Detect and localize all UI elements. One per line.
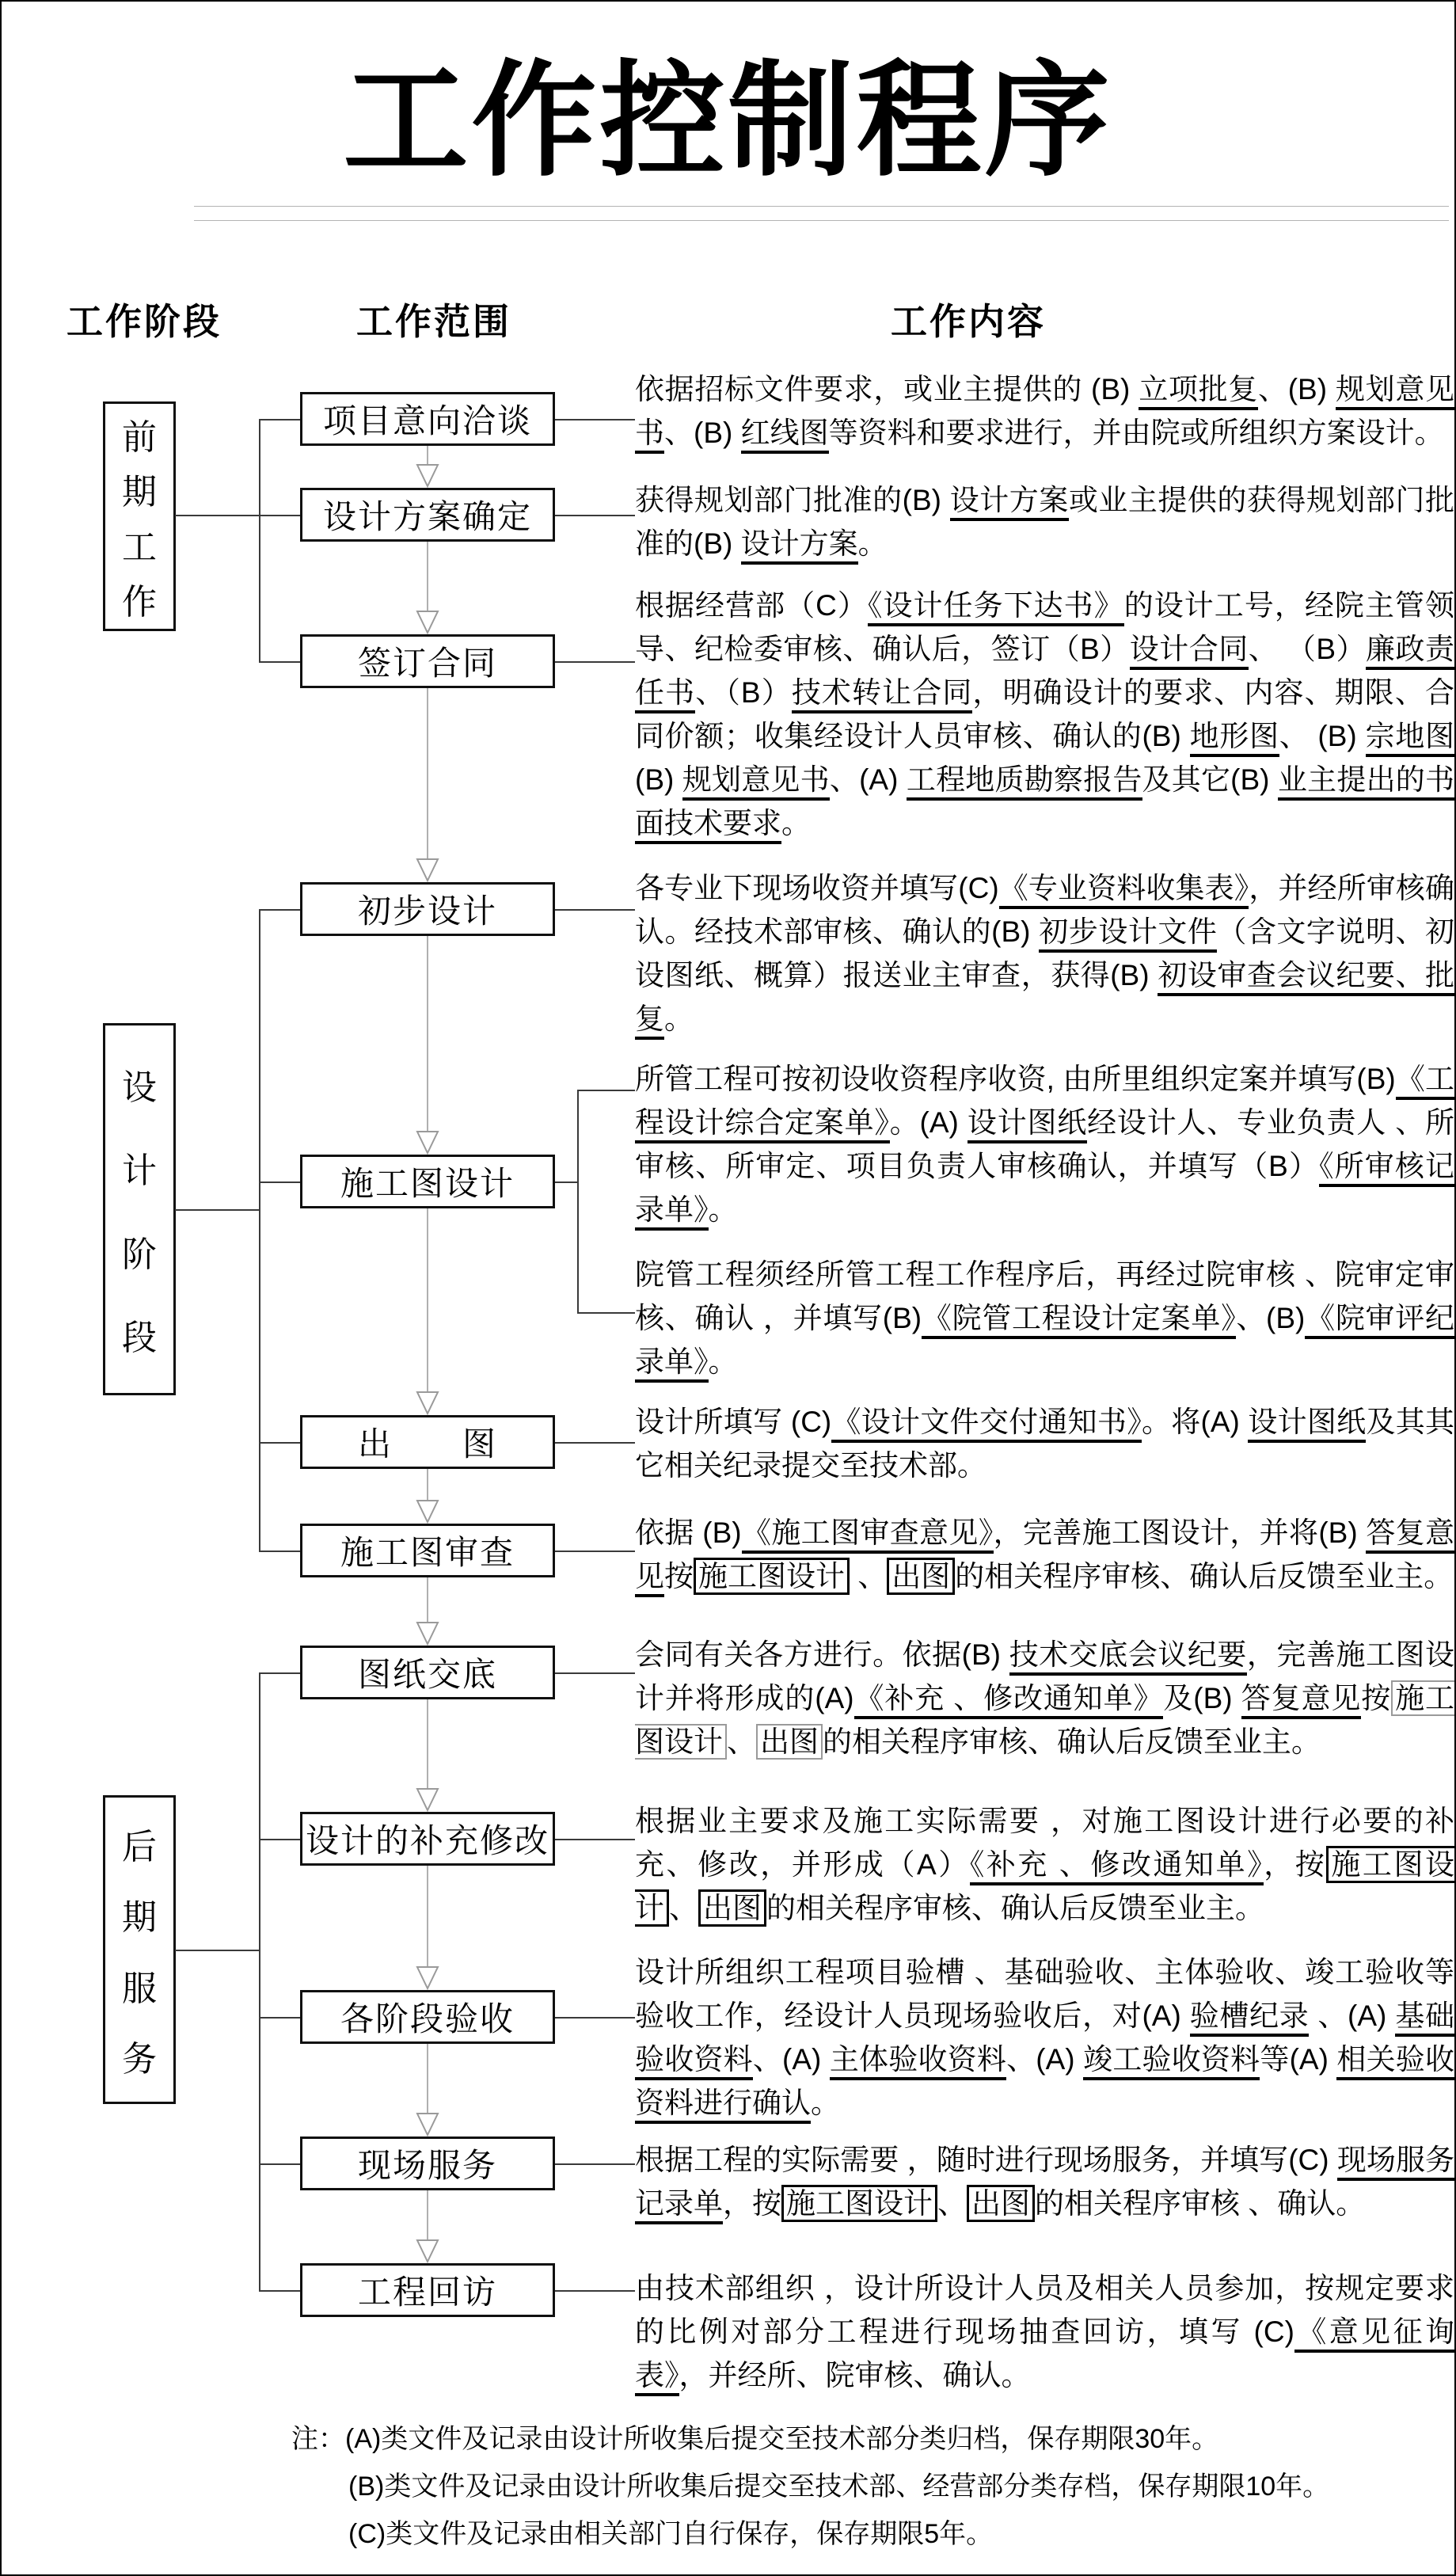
body-text: 设计所组织工程项目验槽 、基础验收、主体验收、竣工验收等验收工作，经设计人员现场验收后，对(A) (635, 1956, 1454, 2032)
body-text: 、(A) (1006, 2043, 1084, 2076)
flow-line (427, 1577, 428, 1622)
title-rule-bottom (194, 220, 1449, 221)
phase-box (103, 1023, 176, 1395)
step-to-text-line (554, 1839, 635, 1840)
underlined-text: 技术转让合同 (792, 676, 973, 713)
body-text: ，完善施工图设计并将形成的(A) (635, 1638, 1454, 1714)
flow-line (427, 1699, 428, 1788)
step-box: 图纸交底 (300, 1646, 555, 1699)
content-block (635, 1057, 1454, 1231)
step-box: 出 图 (300, 1415, 555, 1469)
content-block (635, 367, 1454, 455)
underlined-text: 《施工图审查意见》 (742, 1516, 994, 1554)
content-block (635, 2266, 1454, 2397)
spine-stub (259, 1181, 300, 1183)
underlined-text: 设计图纸 (967, 1106, 1087, 1143)
title-rule-top (194, 206, 1449, 207)
body-text: 根据经营部（C） (635, 589, 868, 622)
content-block (635, 1511, 1454, 1598)
content-block (635, 1799, 1454, 1930)
flow-line (427, 542, 428, 611)
spine-stub (259, 2017, 300, 2019)
body-text: 根据业主要求及施工实际需要 ，对施工图设计进行必要的补充、修改，并形成（A） (635, 1805, 1454, 1881)
content-block (635, 866, 1454, 1041)
boxed-ref-text: 出图 (887, 1558, 955, 1595)
body-text: 或业主提供的获得规划部门批准的(B) (635, 484, 1455, 560)
spine-stub (259, 661, 300, 663)
body-text: 、(A) (1309, 2000, 1396, 2032)
flow-line (427, 446, 428, 464)
body-text: 获得规划部门批准的(B) (635, 484, 950, 516)
phase-box-char: 期 (122, 1898, 157, 1938)
content-block (635, 584, 1454, 845)
underlined-text: 《专业资料收集表》 (999, 872, 1249, 909)
body-text: 、(A) (829, 763, 907, 796)
underlined-text: 答复意见 (635, 1516, 1454, 1597)
underlined-text: 设计方案 (741, 527, 858, 565)
flow-line (427, 2190, 428, 2239)
column-header-scope: 工作范围 (356, 301, 511, 342)
underlined-text: 初设审查会议纪要、批复 (635, 959, 1454, 1040)
body-text: 按 (1361, 1682, 1392, 1714)
boxed-ref-text: 施工图设计 (694, 1558, 850, 1595)
body-text: 由技术部组织 ，设计所设计人员及相关人员参加，按规定要求的比例对部分工程进行现场抽查回访，填写 (C) (635, 2272, 1454, 2348)
body-text: ，按 (723, 2187, 781, 2220)
underlined-text: 业主提出的书面技术要求 (635, 763, 1454, 844)
body-text: 各专业下现场收资并填写(C) (635, 872, 999, 904)
step-box: 设计的补充修改 (300, 1812, 555, 1866)
step-box: 施工图审查 (300, 1524, 555, 1577)
body-text: 、(B) (664, 417, 741, 449)
phase-connector (175, 1950, 259, 1951)
spine-stub (259, 1839, 300, 1840)
boxed-ref-text: 施工图设计 (781, 2185, 937, 2222)
body-text: 所管工程可按初设收资程序收资, 由所里组织定案并填写(B) (635, 1063, 1396, 1095)
step-to-text-line (554, 2163, 635, 2165)
body-text: 。 (708, 1345, 738, 1378)
underlined-text: 廉政责任书 (635, 633, 1454, 713)
body-text: 、 (850, 1560, 888, 1592)
underlined-text: 立项批复 (1139, 373, 1258, 410)
underlined-text: 规划意见书 (635, 373, 1454, 454)
body-text: 、(B) (1258, 373, 1336, 405)
underlined-text: 主体验收资料 (830, 2043, 1006, 2080)
spine-stub (259, 1442, 300, 1444)
flow-line (427, 1208, 428, 1391)
content-block (635, 1253, 1454, 1383)
underlined-text: 《所审核记录单》 (635, 1150, 1454, 1231)
body-text: 、（B） (695, 676, 792, 709)
step-box: 设计方案确定 (300, 488, 555, 542)
boxed-ref-text: 出图 (698, 1889, 766, 1927)
body-text: ，完善施工图设计，并将(B) (993, 1516, 1367, 1549)
body-text: 根据工程的实际需要 ，随时进行现场服务，并填写(C) (635, 2144, 1337, 2176)
phase-box (103, 401, 176, 631)
phase-spine (259, 419, 260, 661)
phase-box-char: 作 (122, 583, 157, 622)
step-box: 工程回访 (300, 2263, 555, 2317)
underlined-text: 地形图 (1190, 720, 1279, 757)
content-block (635, 1400, 1454, 1487)
content-block (635, 1950, 1454, 2125)
phase-connector (175, 1209, 259, 1211)
underlined-text: 规划意见书 (682, 763, 830, 801)
underlined-text: 《补充 、修改通知单》 (854, 1682, 1164, 1719)
phase-box-char: 后 (122, 1827, 157, 1866)
underlined-text: 设计图纸 (1248, 1406, 1366, 1443)
spine-stub (259, 1551, 300, 1552)
note-line: 注：(A)类文件及记录由设计所收集后提交至技术部分类归档，保存期限30年。 (291, 2424, 1219, 2454)
content-block (635, 2138, 1454, 2225)
phase-box-char: 设 (122, 1067, 157, 1107)
phase-box (103, 1795, 176, 2104)
step-box: 现场服务 (300, 2137, 555, 2190)
body-text: ，并经所、院审核、确认。 (679, 2359, 1031, 2391)
step-box: 初步设计 (300, 882, 555, 936)
phase-connector (175, 515, 300, 516)
underlined-text: 设计合同 (1130, 633, 1249, 670)
body-text: 等资料和要求进行，并由院或所组织方案设计。 (828, 417, 1444, 449)
body-text: 。(A) (889, 1106, 967, 1139)
body-text: 依据招标文件要求，或业主提供的 (B) (635, 373, 1139, 405)
flow-line (427, 688, 428, 858)
step-to-text-line (554, 419, 635, 420)
body-text: 、(A) (752, 2043, 830, 2076)
body-text: (B) (635, 763, 682, 796)
phase-spine (259, 1672, 260, 2290)
spine-stub (259, 2290, 300, 2292)
step-to-text-line (554, 2290, 635, 2292)
flow-line (427, 2044, 428, 2113)
phase-box-char: 计 (122, 1151, 157, 1191)
body-text: 及(B) (1163, 1682, 1241, 1714)
note-line: (B)类文件及记录由设计所收集后提交至技术部、经营部分类存档，保存期限10年。 (348, 2471, 1330, 2502)
body-text: 、 （B） (1248, 633, 1367, 665)
step-to-text-line (554, 2017, 635, 2019)
flow-line (427, 936, 428, 1131)
body-text: 院管工程须经所管工程工作程序后，再经过院审核 、院审定审核、确认 ，并填写(B) (635, 1258, 1454, 1334)
underlined-text: 答复意见 (1241, 1682, 1362, 1719)
underlined-text: 初步设计文件 (1039, 915, 1217, 953)
body-text: 。 (708, 1193, 738, 1226)
step-to-text-line (554, 1551, 635, 1552)
body-text: 、 (669, 1892, 698, 1924)
body-text: 。 (811, 2087, 840, 2119)
body-text: ，并经所审核确认。经技术部审核、确认的(B) (635, 872, 1455, 948)
bracket-vline (577, 1090, 579, 1314)
body-text: 、(B) (1236, 1302, 1306, 1334)
body-text: 及其其它相关纪录提交至技术部。 (635, 1406, 1454, 1482)
phase-box-char: 工 (122, 527, 157, 567)
underlined-text: 《补充 、修改通知单》 (970, 1848, 1264, 1885)
underlined-text: 现场服务记录单 (635, 2144, 1454, 2224)
phase-box-char: 前 (122, 417, 157, 457)
underlined-text: 竣工验收资料 (1083, 2043, 1260, 2080)
body-text: 等(A) (1260, 2043, 1337, 2076)
body-text: 、 (937, 2187, 967, 2220)
spine-stub (259, 419, 300, 420)
boxed-ref-text: 出图 (756, 1724, 823, 1760)
column-header-phase: 工作阶段 (67, 301, 222, 342)
boxed-ref-text: 施工图设计 (635, 1846, 1454, 1927)
underlined-text: 《院管工程设计定案单》 (922, 1302, 1236, 1339)
step-box: 项目意向洽谈 (300, 392, 555, 446)
underlined-text: 《设计文件交付通知书》 (831, 1406, 1142, 1443)
body-text: 按 (664, 1560, 694, 1592)
flow-line (427, 1866, 428, 1966)
spine-stub (259, 1672, 300, 1674)
content-block (635, 1633, 1454, 1764)
flow-line (427, 1469, 428, 1500)
body-text: 的相关程序审核、确认后反馈至业主。 (823, 1726, 1321, 1758)
body-text: 。将(A) (1141, 1406, 1249, 1438)
body-text: 的相关程序审核、确认后反馈至业主。 (766, 1892, 1264, 1924)
step-to-text-line (554, 661, 635, 663)
step-to-text-line (554, 1442, 635, 1444)
step-box: 施工图设计 (300, 1155, 555, 1208)
body-text: 经设计人、专业负责人 、所审核、所审定、项目负责人审核确认，并填写（B） (635, 1106, 1454, 1182)
phase-box-char: 期 (122, 473, 157, 512)
phase-box-char: 段 (122, 1318, 157, 1358)
page-title: 工作控制程序 (343, 53, 1113, 192)
underlined-text: 《院审评纪录单》 (635, 1302, 1454, 1383)
body-text: 及其它(B) (1142, 763, 1278, 796)
body-text: ，按 (1264, 1848, 1327, 1881)
step-box: 签订合同 (300, 634, 555, 688)
body-text: 的相关程序审核 、确认。 (1035, 2187, 1366, 2220)
step-box: 各阶段验收 (300, 1990, 555, 2044)
body-text: 。 (664, 1003, 694, 1035)
boxed-ref-text: 出图 (967, 2185, 1035, 2222)
spine-stub (259, 2163, 300, 2165)
boxed-ref-text: 施工图设计 (635, 1682, 1455, 1758)
body-text: 。 (857, 527, 888, 560)
body-text: 依据 (B) (635, 1516, 742, 1549)
body-text: 设计所填写 (C) (635, 1406, 832, 1438)
underlined-text: 红线图 (741, 417, 829, 454)
body-text: 、 (B) (1279, 720, 1366, 752)
phase-spine (259, 909, 260, 1551)
bracket-bottom-line (577, 1312, 635, 1314)
underlined-text: 宗地图 (1366, 720, 1454, 757)
body-text: （含文字说明、初设图纸、概算）报送业主审查，获得(B) (635, 915, 1454, 991)
body-text: ，明确设计的要求、内容、期限、合同价额；收集经设计人员审核、确认的(B) (635, 676, 1455, 752)
phase-box-char: 服 (122, 1969, 157, 2008)
body-text: 的相关程序审核、确认后反馈至业主。 (955, 1560, 1454, 1592)
underlined-text: 《工程设计综合定案单》 (635, 1063, 1454, 1143)
step-to-text-line (554, 909, 635, 911)
bracket-top-line (577, 1090, 635, 1091)
content-block (635, 478, 1454, 565)
underlined-text: 工程地质勘察报告 (907, 763, 1142, 801)
bracket-stub (554, 1181, 579, 1183)
underlined-text: 基础验收资料 (635, 2000, 1454, 2080)
step-to-text-line (554, 515, 635, 516)
body-text: 会同有关各方进行。依据(B) (635, 1638, 1009, 1671)
body-text: 、 (727, 1726, 756, 1758)
body-text: 的设计工号，经院主管领导、纪检委审核、确认后，签订（B） (635, 589, 1455, 665)
step-to-text-line (554, 1672, 635, 1674)
underlined-text: 《设计任务下达书》 (868, 589, 1124, 626)
column-header-content: 工作内容 (891, 301, 1046, 342)
underlined-text: 验槽纪录 (1190, 2000, 1310, 2037)
underlined-text: 技术交底会议纪要 (1009, 1638, 1247, 1676)
body-text: 。 (781, 807, 811, 839)
note-line: (C)类文件及记录由相关部门自行保存，保存期限5年。 (348, 2519, 994, 2549)
phase-box-char: 阶 (122, 1235, 157, 1274)
phase-box-char: 务 (122, 2040, 157, 2079)
underlined-text: 《意见征询表》 (635, 2315, 1454, 2396)
underlined-text: 设计方案 (950, 484, 1069, 521)
underlined-text: 相关验收资料进行确认 (635, 2043, 1454, 2124)
spine-stub (259, 909, 300, 911)
